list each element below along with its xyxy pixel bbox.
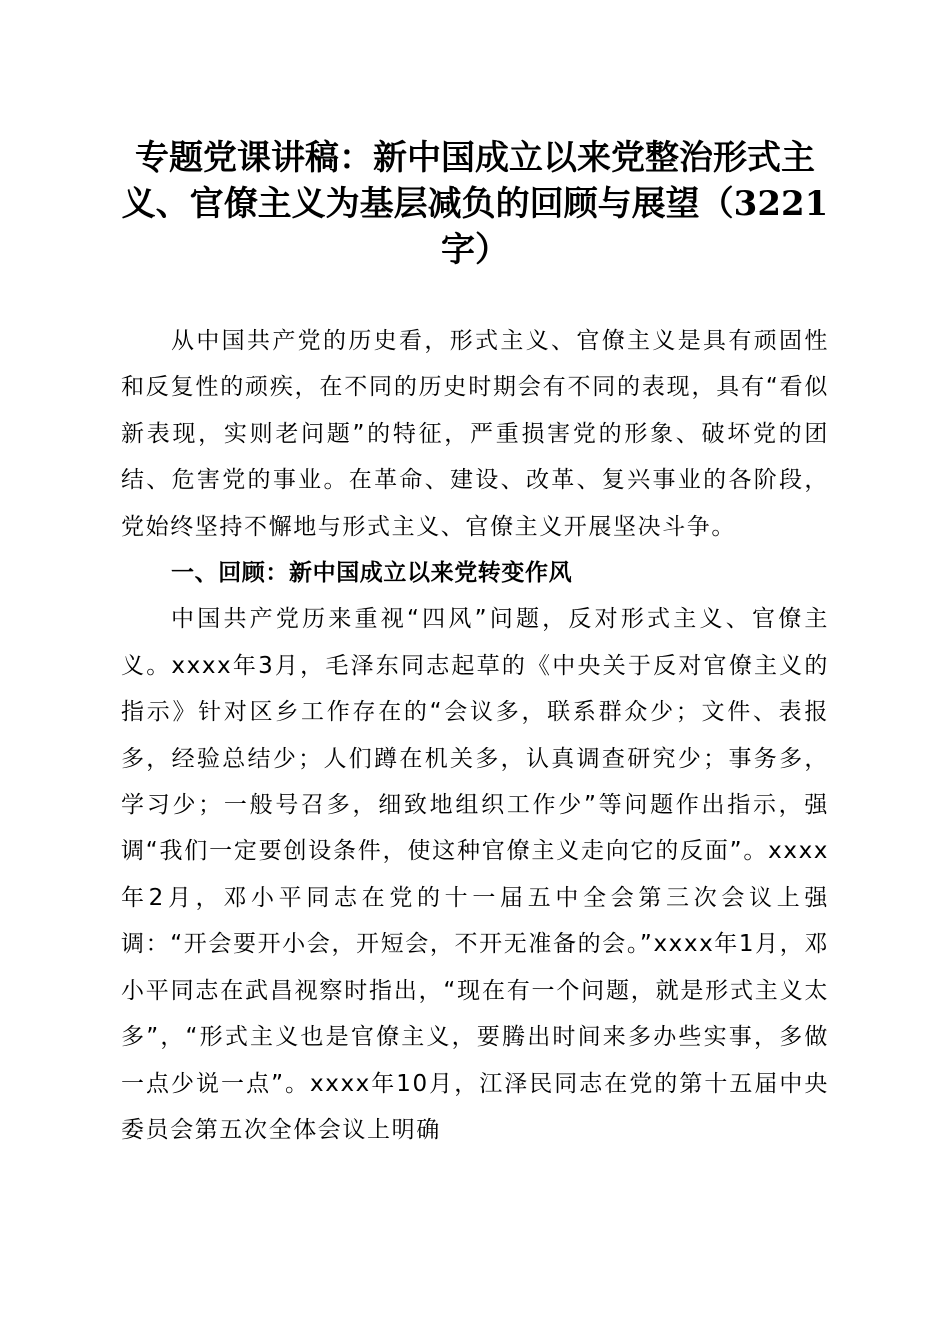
- section-paragraph: 中国共产党历来重视“四风”问题，反对形式主义、官僚主义。xxxx年3月，毛泽东同志起草的《中央关于反对官僚主义的指示》针对区乡工作存在的“会议多，联系群众少；文件、表报多，经验总结少；人们蹲在机关多，认真调查研究少；事务多，学习少；一般号召多，细致地组织工作少”等问题作出指示，强调“我们一定要创设条件，使这种官僚主义走向它的反面”。xxxx年2月，邓小平同志在党的十一届五中全会第三次会议上强调：“开会要开小会，开短会，不开无准备的会。”xxxx年1月，邓小平同志在武昌视察时指出，“现在有一个问题，就是形式主义太多”，“形式主义也是官僚主义，要腾出时间来多办些实事，多做一点少说一点”。xxxx年10月，江泽民同志在党的第十五届中央委员会第五次全体会议上明确: [121, 606, 829, 1143]
- section-heading: 一、回顾：新中国成立以来党转变作风: [171, 560, 573, 587]
- document-body: [121, 318, 829, 1153]
- intro-paragraph: 从中国共产党的历史看，形式主义、官僚主义是具有顽固性和反复性的顽疾，在不同的历史时期会有不同的表现，具有“看似新表现，实则老问题”的特征，严重损害党的形象、破坏党的团结、危害党的事业。在革命、建设、改革、复兴事业的各阶段，党始终坚持不懈地与形式主义、官僚主义开展坚决斗争。: [121, 328, 829, 540]
- document-title: 专题党课讲稿：新中国成立以来党整治形式主义、官僚主义为基层减负的回顾与展望（3221字）: [121, 138, 829, 270]
